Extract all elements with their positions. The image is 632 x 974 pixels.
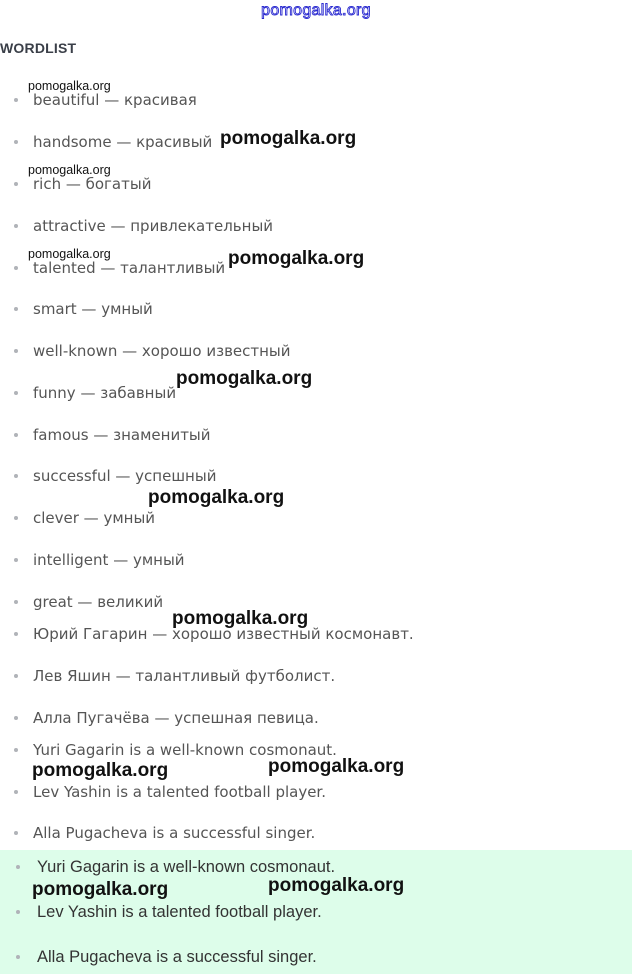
bullet-icon — [14, 831, 18, 835]
answer-item: Yuri Gagarin is a well-known cosmonaut. — [16, 856, 335, 878]
bullet-icon — [14, 716, 18, 720]
list-item: attractive — привлекательный — [14, 215, 273, 237]
bullet-icon — [16, 955, 20, 959]
watermark: pomogalka.org — [176, 368, 313, 389]
bullet-icon — [16, 910, 20, 914]
list-item: famous — знаменитый — [14, 424, 211, 446]
bullet-icon — [14, 98, 18, 102]
list-item: handsome — красивый — [14, 131, 212, 153]
answer-item: Lev Yashin is a talented football player. — [16, 901, 322, 923]
bullet-icon — [14, 674, 18, 678]
watermark: pomogalka.org — [32, 760, 169, 781]
list-item: successful — успешный — [14, 465, 216, 487]
bullet-icon — [14, 182, 18, 186]
list-item: talented — талантливый — [14, 257, 225, 279]
bullet-icon — [14, 391, 18, 395]
list-item: intelligent — умный — [14, 549, 185, 571]
watermark: pomogalka.org — [228, 248, 365, 269]
watermark: pomogalka.org — [32, 879, 169, 900]
watermark: pomogalka.org — [220, 128, 357, 149]
bullet-icon — [14, 266, 18, 270]
site-header-logo[interactable]: pomogalka.org — [261, 2, 371, 19]
watermark: pomogalka.org — [28, 79, 111, 93]
bullet-icon — [16, 865, 20, 869]
bullet-icon — [14, 632, 18, 636]
bullet-icon — [14, 558, 18, 562]
list-item: great — великий — [14, 591, 163, 613]
bullet-icon — [14, 140, 18, 144]
list-item: well-known — хорошо известный — [14, 340, 291, 362]
bullet-icon — [14, 748, 18, 752]
answer-item: Alla Pugacheva is a successful singer. — [16, 946, 317, 968]
watermark: pomogalka.org — [148, 487, 285, 508]
watermark: pomogalka.org — [268, 875, 405, 896]
list-item: smart — умный — [14, 298, 153, 320]
list-item: clever — умный — [14, 507, 155, 529]
watermark: pomogalka.org — [172, 608, 309, 629]
bullet-icon — [14, 600, 18, 604]
list-item: Юрий Гагарин — хорошо известный космонавт. — [14, 623, 414, 645]
list-item: Лев Яшин — талантливый футболист. — [14, 665, 335, 687]
bullet-icon — [14, 224, 18, 228]
list-item: Lev Yashin is a talented football player. — [14, 781, 326, 803]
bullet-icon — [14, 433, 18, 437]
answer-block — [0, 850, 632, 974]
list-item: Alla Pugacheva is a successful singer. — [14, 822, 315, 844]
list-item: rich — богатый — [14, 173, 151, 195]
list-item: funny — забавный — [14, 382, 176, 404]
bullet-icon — [14, 349, 18, 353]
wordlist-title: WORDLIST — [0, 40, 77, 56]
list-item: Yuri Gagarin is a well-known cosmonaut. — [14, 739, 337, 761]
list-item: beautiful — красивая — [14, 89, 197, 111]
watermark: pomogalka.org — [268, 756, 405, 777]
bullet-icon — [14, 474, 18, 478]
bullet-icon — [14, 790, 18, 794]
watermark: pomogalka.org — [28, 247, 111, 261]
watermark: pomogalka.org — [28, 163, 111, 177]
list-item: Алла Пугачёва — успешная певица. — [14, 707, 319, 729]
bullet-icon — [14, 516, 18, 520]
bullet-icon — [14, 307, 18, 311]
